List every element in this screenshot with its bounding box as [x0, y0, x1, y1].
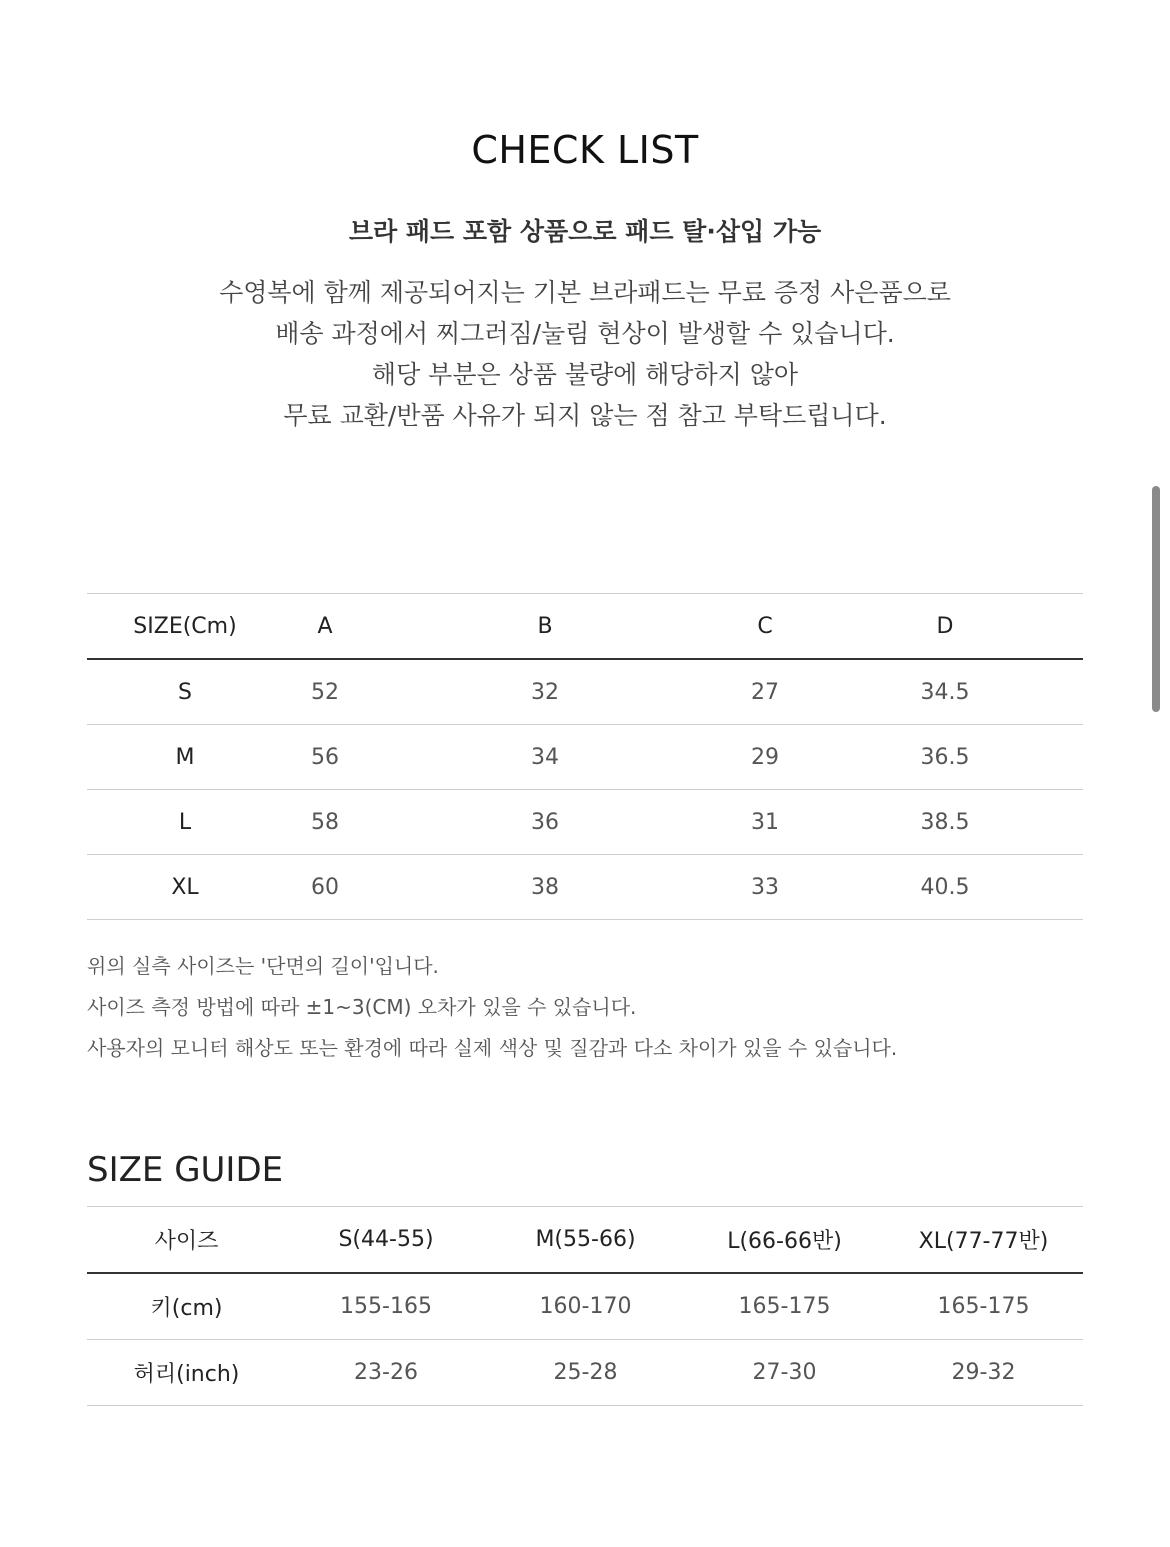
check-list-title: CHECK LIST [471, 128, 699, 172]
header-cell: XL(77-77반) [884, 1207, 1083, 1274]
table-cell: 38 [367, 855, 723, 920]
description-line: 해당 부분은 상품 불량에 해당하지 않아 [371, 360, 799, 389]
table-row [87, 855, 1083, 920]
header-cell: 사이즈 [87, 1207, 286, 1274]
header-cell: M(55-66) [486, 1207, 685, 1274]
header-cell: L(66-66반) [685, 1207, 884, 1274]
note-line: 위의 실측 사이즈는 '단면의 길이'입니다. [87, 954, 439, 978]
table-cell: 58 [283, 790, 367, 855]
table-row [87, 1273, 1083, 1340]
table-cell: 29-32 [884, 1340, 1083, 1406]
table-row [87, 659, 1083, 725]
description-line: 무료 교환/반품 사유가 되지 않는 점 참고 부탁드립니다. [283, 401, 887, 430]
check-list-description [0, 272, 1170, 436]
table-cell: 40.5 [807, 855, 1083, 920]
table-cell: 29 [723, 725, 807, 790]
description-line: 수영복에 함께 제공되어지는 기본 브라패드는 무료 증정 사은품으로 [219, 278, 951, 307]
table-cell: 38.5 [807, 790, 1083, 855]
size-guide-header-row [87, 1207, 1083, 1274]
description-line: 배송 과정에서 찌그러짐/눌림 현상이 발생할 수 있습니다. [275, 319, 895, 348]
row-label: 허리(inch) [87, 1340, 286, 1406]
table-cell: 32 [367, 659, 723, 725]
check-list-subtitle: 브라 패드 포함 상품으로 패드 탈·삽입 가능 [348, 217, 822, 246]
table-cell: 27 [723, 659, 807, 725]
table-cell: 165-175 [685, 1273, 884, 1340]
table-cell: 165-175 [884, 1273, 1083, 1340]
table-cell: 33 [723, 855, 807, 920]
table-cell: 52 [283, 659, 367, 725]
header-cell: C [723, 594, 807, 660]
size-label: M [87, 725, 283, 790]
size-guide-table [87, 1206, 1083, 1406]
table-cell: 34 [367, 725, 723, 790]
size-label: L [87, 790, 283, 855]
measurement-table [87, 593, 1083, 920]
table-cell: 34.5 [807, 659, 1083, 725]
table-cell: 155-165 [286, 1273, 486, 1340]
table-cell: 27-30 [685, 1340, 884, 1406]
header-cell: A [283, 594, 367, 660]
measurement-header-row [87, 594, 1083, 660]
header-cell: SIZE(Cm) [87, 594, 283, 660]
table-row [87, 1340, 1083, 1406]
note-line: 사이즈 측정 방법에 따라 ±1~3(CM) 오차가 있을 수 있습니다. [87, 995, 637, 1019]
header-cell: B [367, 594, 723, 660]
table-cell: 60 [283, 855, 367, 920]
measurement-notes [87, 946, 897, 1069]
table-cell: 23-26 [286, 1340, 486, 1406]
size-label: S [87, 659, 283, 725]
table-cell: 36.5 [807, 725, 1083, 790]
size-guide-title: SIZE GUIDE [87, 1150, 284, 1190]
table-cell: 25-28 [486, 1340, 685, 1406]
table-row [87, 790, 1083, 855]
table-cell: 36 [367, 790, 723, 855]
note-line: 사용자의 모니터 해상도 또는 환경에 따라 실제 색상 및 질감과 다소 차이가 있을 수 있습니다. [87, 1036, 898, 1060]
table-cell: 160-170 [486, 1273, 685, 1340]
header-cell: D [807, 594, 1083, 660]
table-row [87, 725, 1083, 790]
size-label: XL [87, 855, 283, 920]
table-cell: 31 [723, 790, 807, 855]
page-scrollbar[interactable] [1152, 486, 1160, 712]
row-label: 키(cm) [87, 1273, 286, 1340]
table-cell: 56 [283, 725, 367, 790]
header-cell: S(44-55) [286, 1207, 486, 1274]
